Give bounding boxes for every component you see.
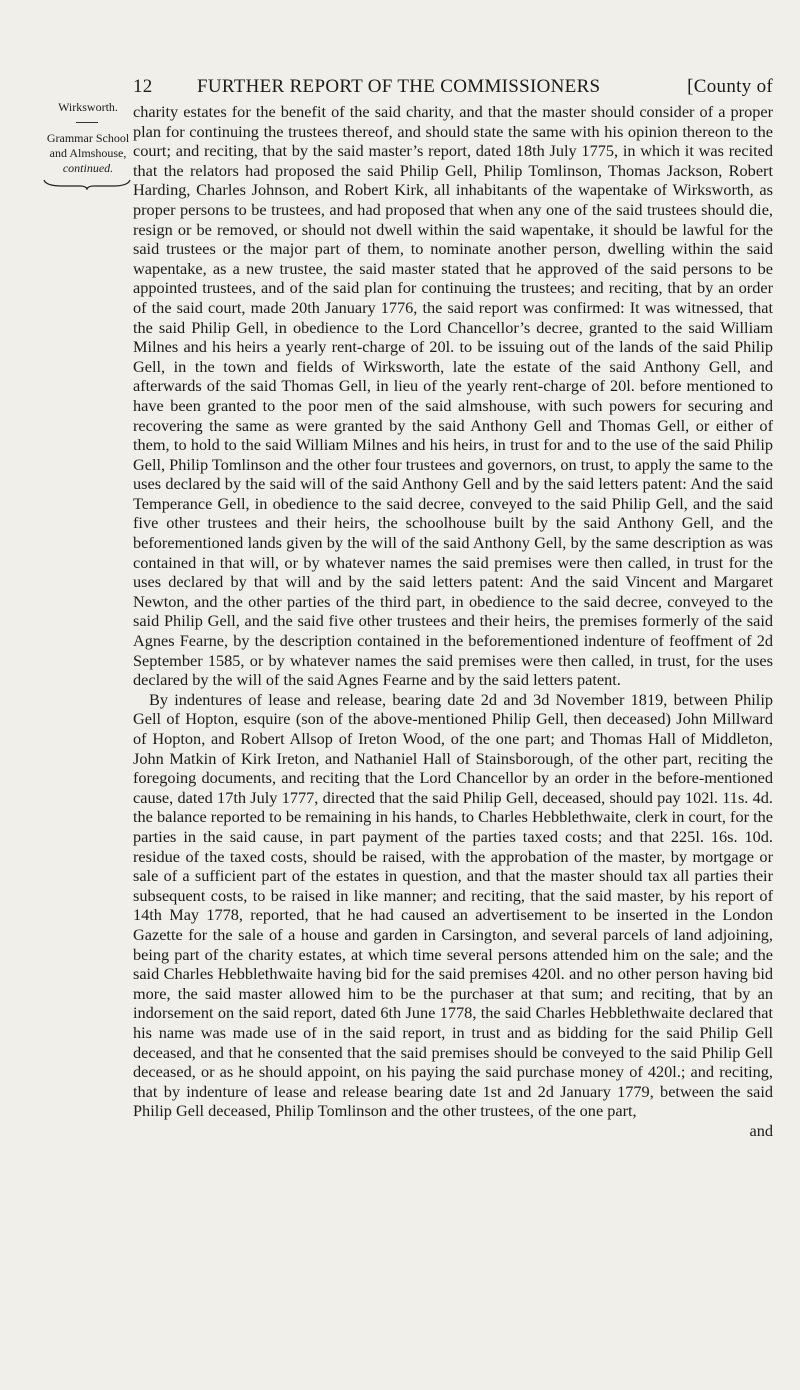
margin-note-line1: Grammar School — [46, 131, 130, 145]
margin-note — [42, 100, 134, 190]
margin-note-line2: and Almshouse, — [49, 146, 127, 160]
margin-dash — [42, 115, 134, 129]
running-header — [133, 74, 773, 102]
paragraph-1: charity estates for the benefit of the said charity, and that the master should consider of a proper plan for continuing the trustees thereof, and should state the same with his opinion thereon to the court; and reciting, that by the said master’s report, dated 18th July 1775, in which it was recited that the relators had proposed the said Philip Gell, Philip Tomlinson, Thomas Jackson, Robert Harding, Charles Johnson, and Robert Kirk, all inhabitants of the wapentake of Wirksworth, as proper persons to be trustees, and had proposed that when any one of the said trustees should die, resign or be removed, or should not dwell within the said wapentake, it should be lawful for the said trustees or the major part of them, to nominate another person, dwelling within the said wapentake, as a new trustee, the said master stated that he approved of the said persons to be appointed trustees, and of the said plan for continuing the trustees; and reciting, that by an order of the said court, made 20th January 1776, the said report was confirmed: It was witnessed, that the said Philip Gell, in obedience to the Lord Chancellor’s decree, granted to the said William Milnes and his heirs a yearly rent-charge of 20l. to be issuing out of the lands of the said Philip Gell, in the town and fields of Wirksworth, late the estate of the said Anthony Gell, and afterwards of the said Thomas Gell, in lieu of the yearly rent-charge of 20l. before mentioned to have been granted to the poor men of the said almshouse, with such powers for securing and recovering the same as were granted by the said Anthony Gell and Thomas Gell, or either of them, to hold to the said William Milnes and his heirs, in trust for and to the use of the said Philip Gell, Philip Tomlinson and the other four trustees and governors, on trust, to apply the same to the uses declared by the said will of the said Anthony Gell and by the said letters patent: And the said Temperance Gell, in obedience to the said decree, conveyed to the said Philip Gell, and the said five other trustees and their heirs, the schoolhouse built by the said Anthony Gell, and the beforementioned lands given by the will of the said Anthony Gell, by the same description as was contained in that will, or by whatever names the said premises were then called, in trust for the uses declared by that will and by the said letters patent: And the said Vincent and Margaret Newton, and the other parties of the third part, in obedience to the said decree, conveyed to the said Philip Gell, and the said five other trustees and their heirs, the premises formerly of the said Agnes Fearne, by the description contained in the beforementioned indenture of feoffment of 2d September 1585, or by whatever names the said premises were then called, in trust, for the uses declared by the will of the said Agnes Fearne and by the said letters patent. — [133, 102, 773, 690]
header-county: [County of — [687, 76, 773, 97]
page-number: 12 — [133, 76, 153, 97]
catchword: and — [749, 1120, 773, 1140]
paragraph-2: By indentures of lease and release, bearing date 2d and 3d November 1819, between Philip Gell of Hopton, esquire (son of the above-mentioned Philip Gell, then deceased) John Millward of Hopton, and Robert Allsop of Ireton Wood, of the one part; and Thomas Hall of Middleton, John Matkin of Kirk Ireton, and Nathaniel Hall of Stainsborough, of the other part, reciting the foregoing documents, and reciting that the Lord Chancellor by an order in the before-mentioned cause, dated 17th July 1777, directed that the said Philip Gell, deceased, should pay 102l. 11s. 4d. the balance reported to be remaining in his hands, to Charles Hebblethwaite, clerk in court, for the parties in the said cause, in part payment of the parties taxed costs; and that 225l. 16s. 10d. residue of the taxed costs, should be raised, with the approbation of the master, by mortgage or sale of a sufficient part of the estates in question, and that the master should tax all parties their subsequent costs, to be raised in like manner; and reciting, that the said master, by his report of 14th May 1778, reported, that he had caused an advertisement to be inserted in the London Gazette for the sale of a house and garden in Carsington, and several parcels of land adjoining, being part of the charity estates, at which time several persons attended him on the sale; and the said Charles Hebblethwaite having bid for the said premises 420l. and no other person having bid more, the said master allowed him to be the purchaser at that sum; and reciting, that by an indorsement on the said report, dated 6th June 1778, the said Charles Hebblethwaite declared that his name was made use of in the said report, in trust and as bidding for the said Philip Gell deceased, and that he consented that the said premises should be conveyed to the said Philip Gell deceased, or as he should appoint, on his paying the said purchase money of 420l.; and reciting, that by indenture of lease and release bearing date 1st and 2d January 1779, between the said Philip Gell deceased, Philip Tomlinson and the other trustees, of the one part, — [133, 689, 773, 1121]
brace-icon — [42, 178, 132, 190]
margin-place: Wirksworth. — [58, 100, 118, 114]
header-title: FURTHER REPORT OF THE COMMISSIONERS — [197, 76, 601, 97]
margin-note-line3: continued. — [62, 161, 114, 175]
body-text — [133, 102, 773, 1140]
